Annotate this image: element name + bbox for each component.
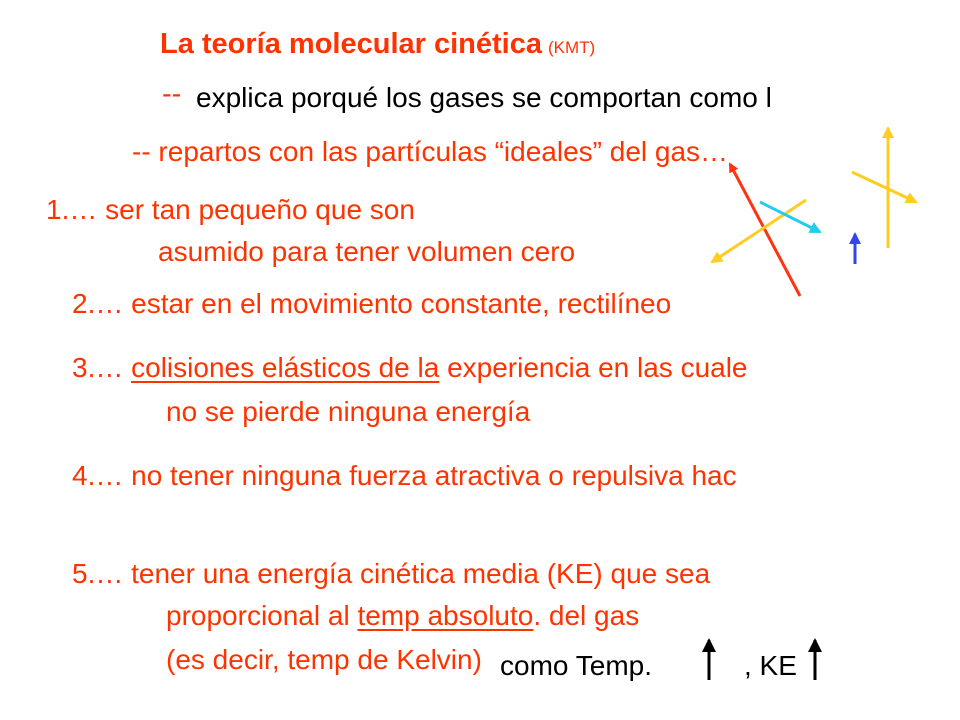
intro-text: explica porqué los gases se comportan como l — [196, 82, 772, 113]
point-5-line-2-before: proporcional al — [166, 600, 358, 631]
point-5-line-1: 5.… tener una energía cinética media (KE) que sea — [72, 558, 711, 589]
molecule-arrow-icon-cyan — [760, 202, 820, 232]
subtitle: -- repartos con las partículas “ideales” del gas… — [132, 136, 729, 167]
point-5-line-3: (es decir, temp de Kelvin) — [166, 644, 482, 675]
point-1-line-1: 1.… ser tan pequeño que son — [46, 194, 415, 225]
intro-dash: -- — [162, 78, 182, 110]
molecule-arrow-icon-yellow-left — [712, 200, 806, 262]
molecule-arrow-icon-yellow-diagonal — [852, 172, 916, 202]
point-2-line-1: 2.… estar en el movimiento constante, rectilíneo — [72, 288, 672, 319]
title-text: La teoría molecular cinética — [160, 28, 542, 60]
point-1-line-2: asumido para tener volumen cero — [158, 236, 576, 267]
point-3-prefix: 3.… — [72, 352, 132, 383]
point-5-line-2-after: . del gas — [533, 600, 640, 631]
footer-temp-text: como Temp. — [500, 650, 652, 681]
point-3-line-2: no se pierde ninguna energía — [166, 396, 531, 427]
point-3-rest: experiencia en las cuale — [439, 352, 748, 383]
molecule-arrow-icon-red — [730, 164, 800, 296]
footer-ke-text: , KE — [744, 650, 797, 681]
point-3-underlined: colisiones elásticos de la — [131, 352, 440, 383]
title-abbr: (KMT) — [547, 38, 596, 57]
point-4-line-1: 4.… no tener ninguna fuerza atractiva o repulsiva hac — [72, 460, 737, 491]
point-5-underlined: temp absoluto — [357, 600, 534, 631]
